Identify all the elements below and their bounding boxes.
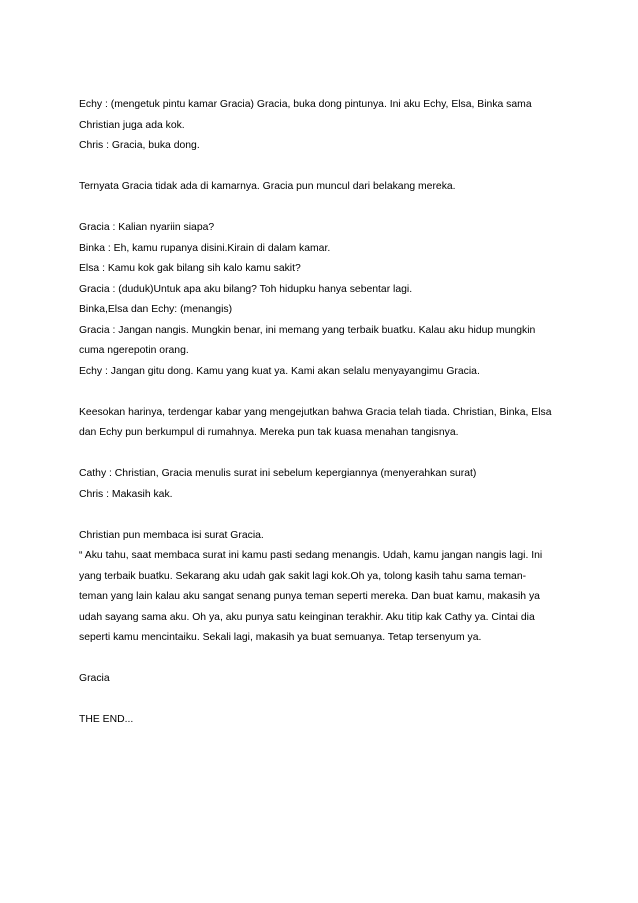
text-line: Christian juga ada kok. [79,119,185,131]
text-line: Gracia : Jangan nangis. Mungkin benar, ini memang yang terbaik buatku. Kalau aku hidup mungkin [79,324,536,336]
paragraph [79,95,567,157]
text-line: cuma ngerepotin orang. [79,345,189,356]
paragraph-spacer [79,157,567,178]
text-line: “ Aku tahu, saat membaca surat ini kamu pasti sedang menangis. Udah, kamu jangan nangis lagi. Ini [79,550,543,561]
text-line: teman yang lain kalau aku sangat senang punya teman seperti mereka. Dan buat kamu, makasih ya [79,591,540,602]
the-end-text: THE END... [79,714,134,725]
text-line: Christian pun membaca isi surat Gracia. [79,529,264,541]
text-line: Binka : Eh, kamu rupanya disini.Kirain di dalam kamar. [79,242,331,254]
text-line: dan Echy pun berkumpul di rumahnya. Mereka pun tak kuasa menahan tangisnya. [79,427,459,438]
paragraph-spacer [79,690,567,711]
text-line: Echy : (mengetuk pintu kamar Gracia) Gracia, buka dong pintunya. Ini aku Echy, Elsa, Binka sama [79,99,532,110]
text-line: udah sayang sama aku. Oh ya, aku punya satu keinginan terakhir. Aku titip kak Cathy ya. Cintai dia [79,611,535,623]
paragraph [79,218,567,382]
text-line: Cathy : Christian, Gracia menulis surat ini sebelum kepergiannya (menyerahkan surat) [79,468,477,479]
text-line: Binka,Elsa dan Echy: (menangis) [79,304,233,315]
signature-paragraph [79,669,567,690]
paragraph [79,403,567,444]
paragraph [79,177,567,198]
text-line: Echy : Jangan gitu dong. Kamu yang kuat ya. Kami akan selalu menyayangimu Gracia. [79,365,480,377]
paragraph-spacer [79,649,567,670]
paragraph-spacer [79,505,567,526]
ending-paragraph [79,710,567,731]
paragraph [79,526,567,649]
paragraph-spacer [79,382,567,403]
text-line: yang terbaik buatku. Sekarang aku udah gak sakit lagi kok.Oh ya, tolong kasih tahu sama teman- [79,570,527,582]
text-line: Ternyata Gracia tidak ada di kamarnya. Gracia pun muncul dari belakang mereka. [79,181,456,192]
signature-name: Gracia [79,673,110,684]
paragraph-spacer [79,198,567,219]
text-line: Keesokan harinya, terdengar kabar yang mengejutkan bahwa Gracia telah tiada. Christian, Binka, Elsa [79,406,552,418]
paragraph [79,464,567,505]
text-line: Gracia : Kalian nyariin siapa? [79,222,215,233]
text-line: seperti kamu mencintaiku. Sekali lagi, makasih ya buat semuanya. Tetap tersenyum ya. [79,632,482,643]
text-line: Chris : Gracia, buka dong. [79,140,200,151]
text-line: Elsa : Kamu kok gak bilang sih kalo kamu sakit? [79,263,301,274]
text-line: Gracia : (duduk)Untuk apa aku bilang? Toh hidupku hanya sebentar lagi. [79,283,413,295]
paragraph-spacer [79,444,567,465]
text-line: Chris : Makasih kak. [79,488,173,500]
document-body [79,95,567,731]
